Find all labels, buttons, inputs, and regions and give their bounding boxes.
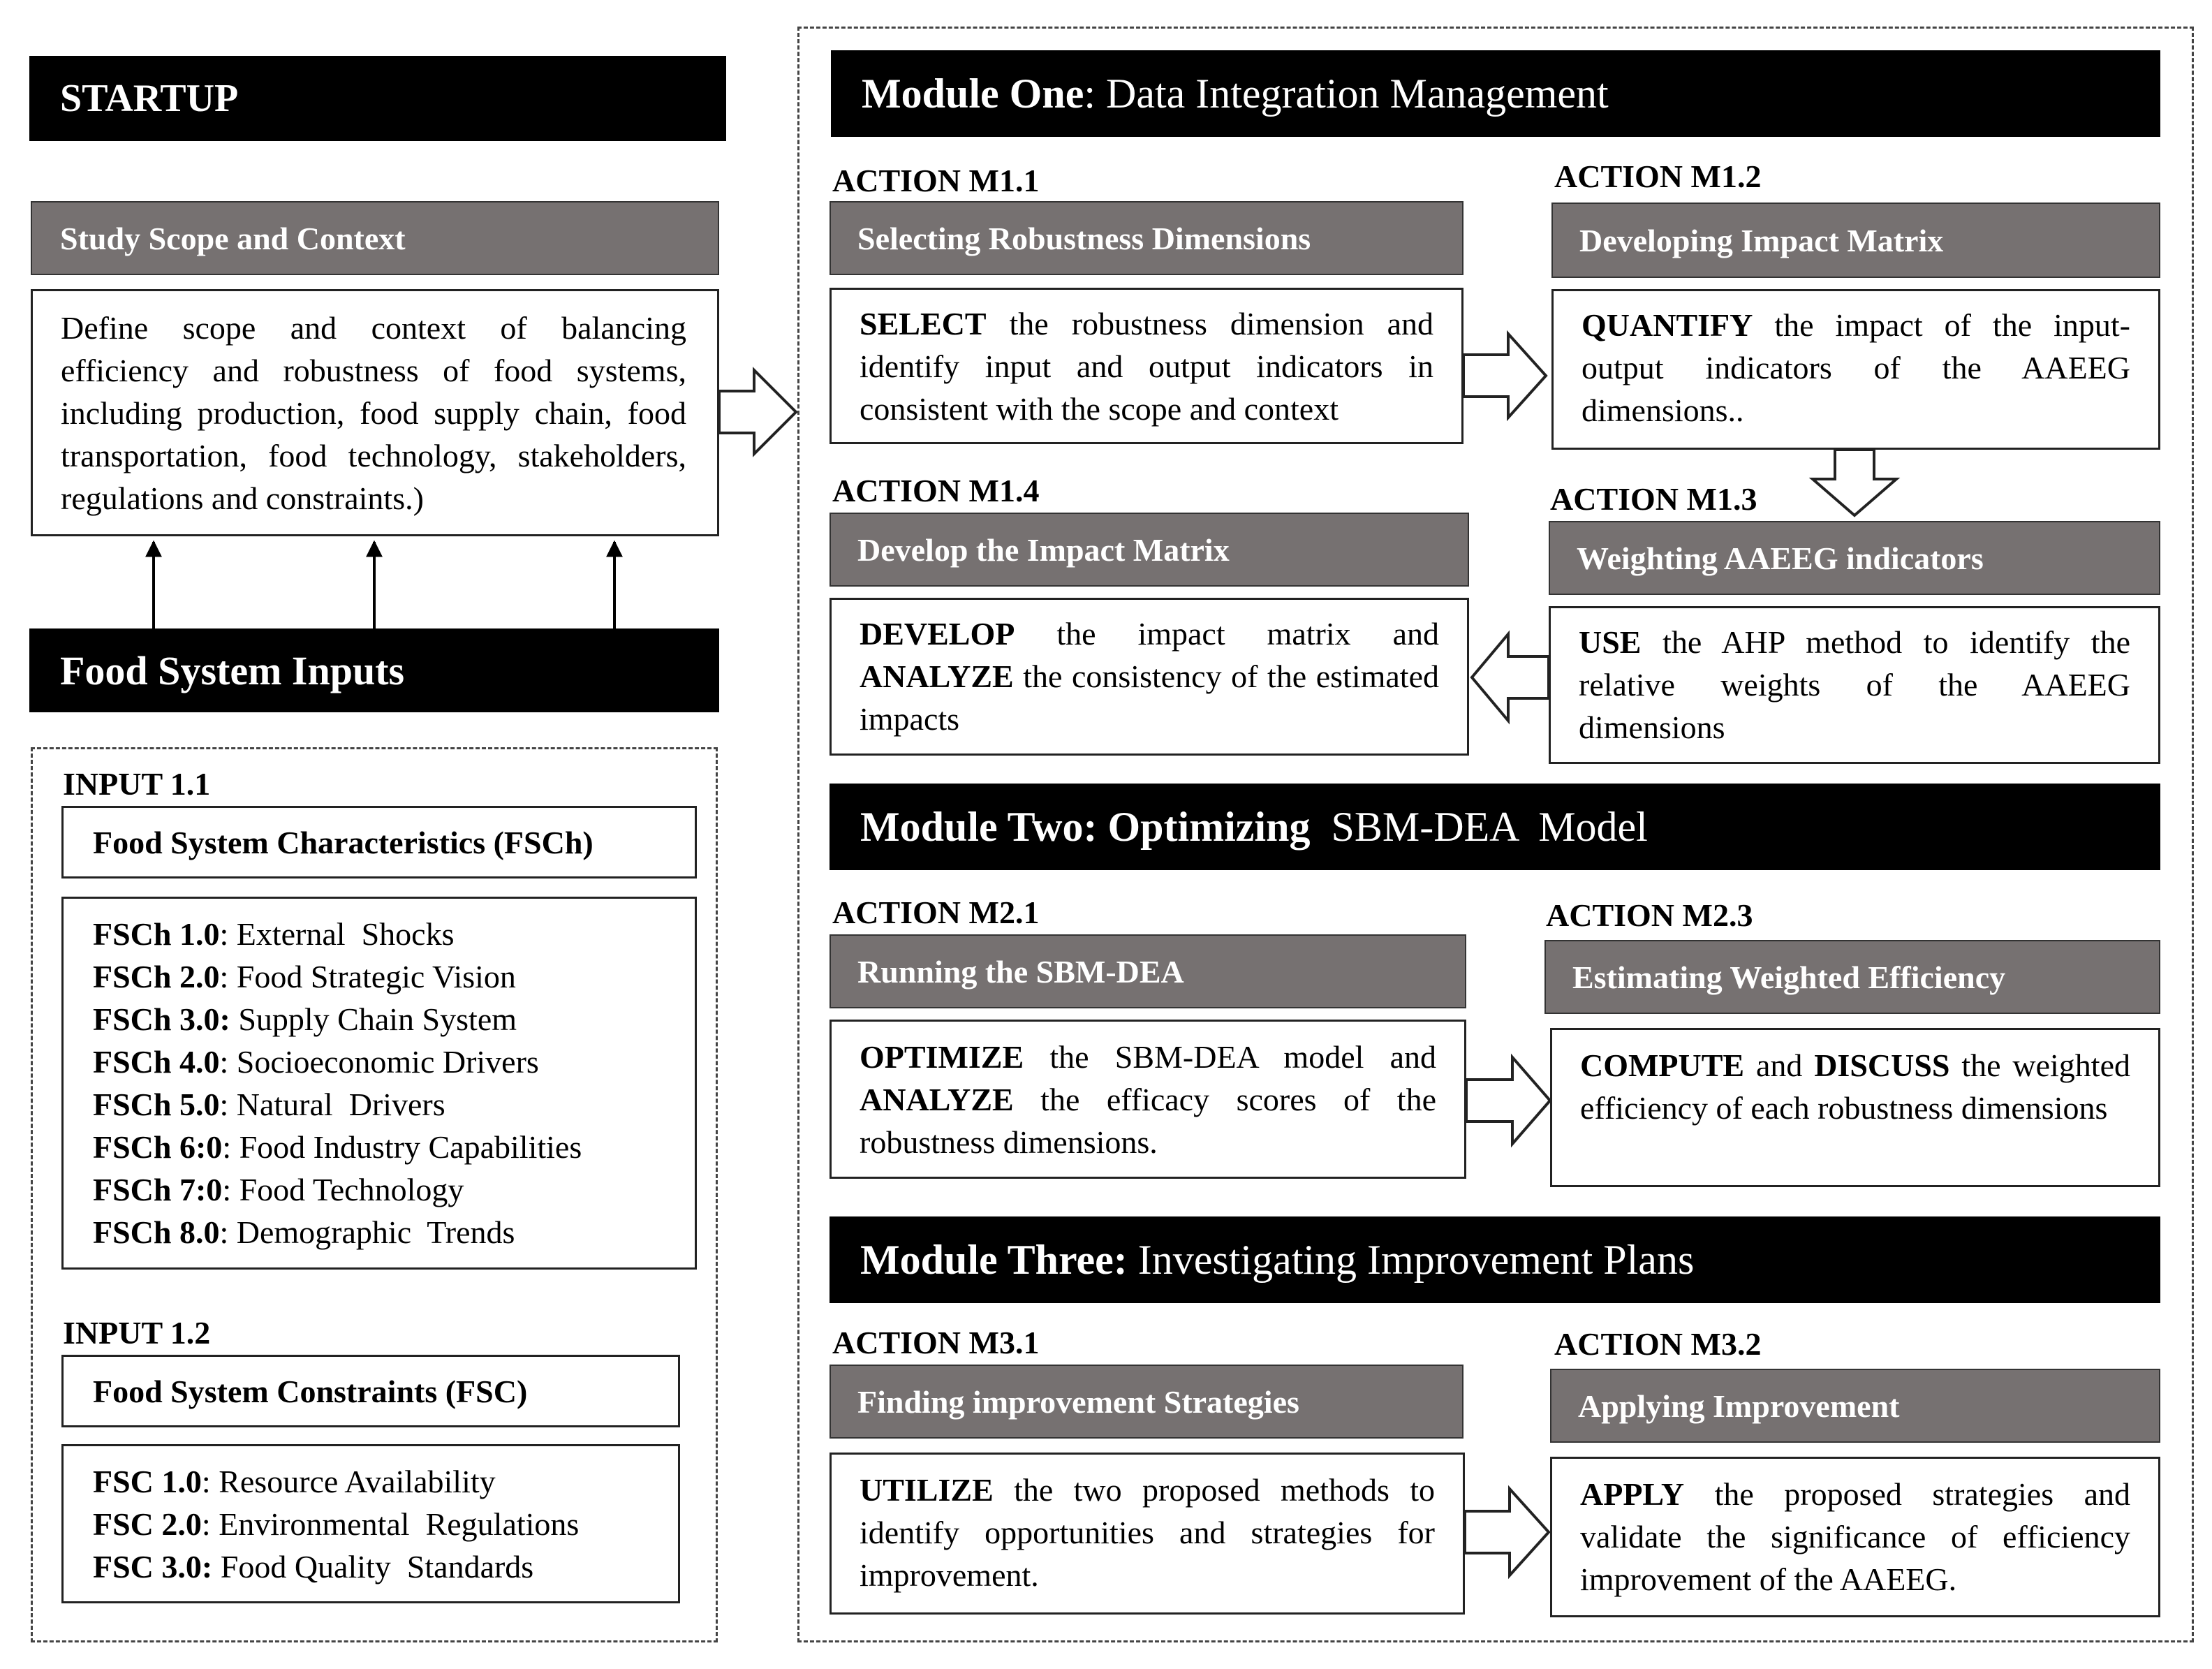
action-m1-1-label: ACTION M1.1: [832, 163, 1040, 198]
fsch-item-sep: :: [219, 1087, 229, 1122]
action-m2-3-title-text: Estimating Weighted Efficiency: [1572, 959, 2006, 995]
action-m2-1-label: ACTION M2.1: [832, 895, 1040, 930]
action-m2-3-text1: and: [1744, 1047, 1815, 1083]
block-arrow-m12-to-m13-icon: [1813, 450, 1896, 515]
action-m3-2-text: the proposed strategies and validate the significance of efficiency improvement of the AAEEG.: [1580, 1476, 2130, 1597]
fsch-item-text: Demographic Trends: [228, 1214, 515, 1250]
action-m1-3-label: ACTION M1.3: [1550, 481, 1757, 517]
action-m3-1-verb: UTILIZE: [860, 1472, 994, 1508]
fsc-item-code: FSC 2.0: [93, 1506, 202, 1542]
action-m1-2-label: ACTION M1.2: [1554, 159, 1762, 194]
action-m3-1-text: the two proposed methods to identify opportunities and strategies for improvement.: [860, 1472, 1435, 1593]
fsch-item-sep: :: [219, 1044, 229, 1080]
action-m2-3-label: ACTION M2.3: [1546, 897, 1753, 933]
fsch-item-code: FSCh 4.0: [93, 1044, 220, 1080]
fsch-item-text: Supply Chain System: [230, 1001, 517, 1037]
block-arrow-m31-to-m32-icon: [1465, 1489, 1549, 1575]
block-arrow-m21-to-m23-icon: [1466, 1057, 1550, 1144]
action-m1-1-title-text: Selecting Robustness Dimensions: [857, 220, 1311, 256]
fsch-item-code: FSCh 6:0: [93, 1129, 223, 1165]
fsch-item-text: Food Technology: [231, 1172, 464, 1207]
fsch-item-sep: :: [219, 916, 229, 952]
fsch-item-text: Food Industry Capabilities: [231, 1129, 582, 1165]
action-m1-3-title-text: Weighting AAEEG indicators: [1577, 540, 1984, 576]
action-m2-1-title-text: Running the SBM-DEA: [857, 953, 1184, 990]
study-scope-title-text: Study Scope and Context: [60, 220, 406, 256]
fsc-item-code: FSC 3.0:: [93, 1549, 213, 1585]
fsch-item-sep: :: [222, 1172, 232, 1207]
action-m3-2-title-text: Applying Improvement: [1578, 1388, 1900, 1424]
action-m2-1-verb1: OPTIMIZE: [860, 1039, 1024, 1075]
module-two-title-rest: SBM-DEA Model: [1310, 803, 1648, 850]
action-m1-2-verb: QUANTIFY: [1581, 307, 1753, 343]
fsch-item-sep: :: [219, 1214, 229, 1250]
action-m1-4-title-text: Develop the Impact Matrix: [857, 531, 1230, 568]
startup-header-text: STARTUP: [60, 77, 239, 120]
module-two-title-bold: Module Two: Optimizing: [860, 803, 1311, 850]
food-system-inputs-header-text: Food System Inputs: [60, 647, 405, 693]
action-m2-1-verb2: ANALYZE: [860, 1082, 1014, 1117]
action-m1-3-text: the AHP method to identify the relative weights of the AAEEG dimensions: [1579, 624, 2130, 745]
action-m2-3-text2: the weighted efficiency of each robustness dimensions: [1580, 1047, 2130, 1126]
fsc-item-text: Environmental Regulations: [210, 1506, 580, 1542]
fsc-item-sep: :: [201, 1464, 211, 1499]
action-m1-2-text: the impact of the input-output indicators of the AAEEG dimensions..: [1581, 307, 2130, 428]
study-scope-text: Define scope and context of balancing efficiency and robustness of food systems, including production, food supply chain, food transportation, food technology, stakeholders, regulations and constraints.): [61, 310, 686, 516]
fsch-item-text: Natural Drivers: [228, 1087, 445, 1122]
action-m1-1-verb: SELECT: [860, 306, 987, 341]
action-m1-1-text: the robustness dimension and identify input and output indicators in consistent with the scope and context: [860, 306, 1433, 427]
fsch-item-sep: :: [222, 1129, 232, 1165]
fsch-item-code: FSCh 8.0: [93, 1214, 220, 1250]
fsch-item-code: FSCh 5.0: [93, 1087, 220, 1122]
fsc-item-code: FSC 1.0: [93, 1464, 202, 1499]
action-m3-2-verb: APPLY: [1580, 1476, 1685, 1512]
module-three-title-rest: Investigating Improvement Plans: [1127, 1236, 1695, 1283]
action-m1-2-title-text: Developing Impact Matrix: [1579, 222, 1944, 258]
module-one-title-bold: Module One: [862, 70, 1084, 117]
input-1-1-label: INPUT 1.1: [63, 766, 211, 802]
block-arrow-scope-to-module-icon: [719, 370, 796, 454]
module-one-title-rest: : Data Integration Management: [1084, 70, 1609, 117]
action-m2-3-verb2: DISCUSS: [1814, 1047, 1950, 1083]
fsch-item-text: Food Strategic Vision: [228, 959, 516, 994]
action-m1-4-verb2: ANALYZE: [860, 659, 1014, 694]
action-m2-1-text1: the SBM-DEA model and: [1024, 1039, 1436, 1075]
fsch-item-code: FSCh 1.0: [93, 916, 220, 952]
fsch-item-code: FSCh 7:0: [93, 1172, 223, 1207]
fsc-item-text: Food Quality Standards: [212, 1549, 534, 1585]
fsch-item-code: FSCh 2.0: [93, 959, 220, 994]
action-m1-3-verb: USE: [1579, 624, 1642, 660]
block-arrow-m13-to-m14-icon: [1472, 634, 1549, 721]
module-three-title-bold: Module Three:: [860, 1236, 1128, 1283]
action-m1-4-verb1: DEVELOP: [860, 616, 1015, 652]
action-m1-4-label: ACTION M1.4: [832, 473, 1040, 508]
action-m2-1-text2: the efficacy scores of the robustness dimensions.: [860, 1082, 1436, 1160]
action-m3-1-label: ACTION M3.1: [832, 1325, 1040, 1360]
fsch-item-text: Socioeconomic Drivers: [228, 1044, 539, 1080]
action-m1-4-text2: the consistency of the estimated impacts: [860, 659, 1439, 737]
fsch-title: Food System Characteristics (FSCh): [93, 824, 593, 860]
fsch-item-code: FSCh 3.0:: [93, 1001, 230, 1037]
fsc-item-sep: :: [201, 1506, 211, 1542]
action-m3-1-title-text: Finding improvement Strategies: [857, 1383, 1299, 1420]
fsc-item-text: Resource Availability: [210, 1464, 496, 1499]
action-m2-3-verb1: COMPUTE: [1580, 1047, 1745, 1083]
input-1-2-label: INPUT 1.2: [63, 1315, 211, 1351]
fsc-title: Food System Constraints (FSC): [93, 1373, 528, 1409]
fsch-item-sep: :: [219, 959, 229, 994]
action-m3-2-label: ACTION M3.2: [1554, 1326, 1762, 1362]
block-arrow-m11-to-m12-icon: [1463, 334, 1546, 418]
fsch-item-text: External Shocks: [228, 916, 455, 952]
action-m1-4-text1: the impact matrix and: [1015, 616, 1439, 652]
